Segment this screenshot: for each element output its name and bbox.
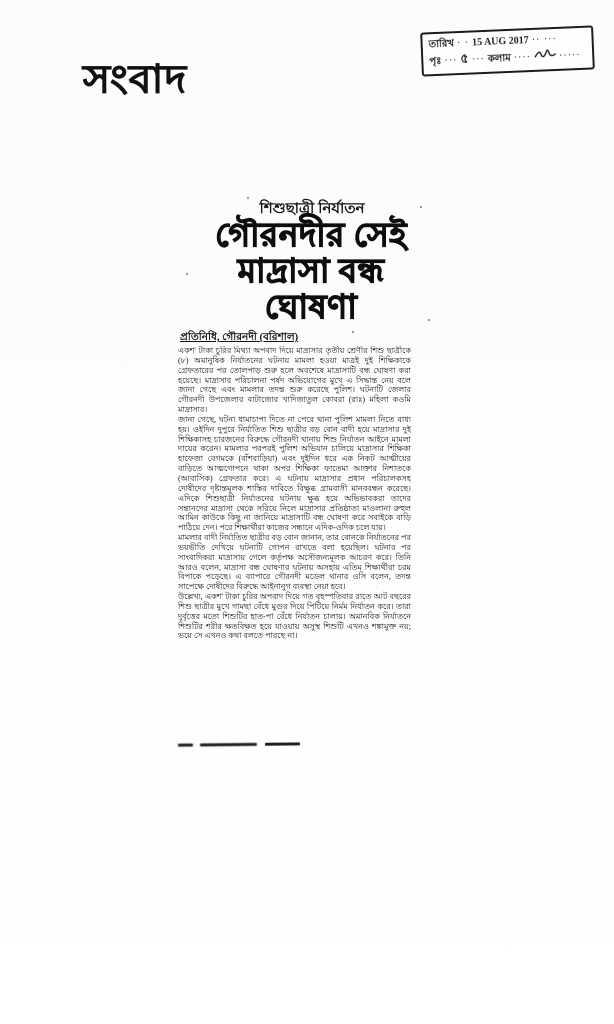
scan-speck — [247, 197, 249, 199]
stamp-date-value: 15 AUG 2017 — [471, 35, 530, 49]
article-byline — [180, 330, 412, 347]
scan-speck — [186, 273, 188, 275]
date-stamp-box — [420, 25, 595, 76]
headline-line-2: মাদ্রাসা বন্ধ — [237, 254, 385, 290]
stamp-page-value-handwritten: ৫ — [459, 50, 470, 67]
scan-speck — [428, 319, 430, 321]
article-end-rule — [178, 742, 308, 749]
article-kicker: শিশুছাত্রী নির্যাতন — [259, 201, 365, 217]
body-paragraph: উল্লেখ্য, একশ' টাকা চুরির অপবাদ দিয়ে গত বৃহস্পতিবার রাতে আট বছরের শিশু ছাত্রীর মুখে গামছা বেঁধে মুগুর দিয়ে পিটিয়ে নির্মম নির্যাতন করে। তারা দুর্বৃত্তের মতো শিশুটির হাত-পা বেঁধে নির্যাতন চালায়। অমানবিক নির্যাতনে শিশুটির শরীর ক্ষতবিক্ষত হয়ে যাওয়ায় অসুস্থ শিশুটি এখনও শঙ্কামুক্ত নয়; ভয়ে সে এখনও কথা বলতে পারছে না। — [178, 592, 411, 641]
dotted-leader: ·· ··· — [531, 33, 558, 46]
end-rule-dash — [178, 744, 193, 747]
article-headline — [180, 218, 442, 326]
publication-masthead: সংবাদ — [83, 57, 187, 102]
stamp-date-label: তারিখ — [428, 38, 455, 51]
body-paragraph: একশ' টাকা চুরির মিথ্যা অপবাদ দিয়ে মাদ্রাসার তৃতীয় শ্রেণীর শিশু ছাত্রীকে (৮) অমানুষিক নির্যাতনের ঘটনায় মামলা হওয়া মাত্রই দুই শিক্ষিকাকে গ্রেফতারের পর তোলপাড় শুরু হলে অবশেষে মাদ্রাসাটি বন্ধ ঘোষণা করা হয়েছে। মাদ্রাসার পরিচালনা পর্ষদ অভিযোগের মুখে এ সিদ্ধান্ত নেয় বলে জানা গেছে এবং মামলার তদন্ত শুরু করেছে পুলিশ। ঘটনাটি জেলার গৌরনদী উপজেলার বাটাজোর খাদিজাতুল কোবরা (রাঃ) মহিলা কওমি মাদ্রাসার। — [178, 346, 411, 415]
article-body-column — [178, 346, 411, 740]
dotted-leader: ··· — [471, 53, 486, 66]
dotted-leader: ····· — [558, 49, 581, 62]
headline-line-3: ঘোষণা — [264, 290, 358, 326]
body-paragraph: জানা গেছে, ঘটনা ধামাচাপা দিতে না পেরে থানা পুলিশ মামলা নিতে বাধ্য হয়। ওইদিন দুপুরে নির্যাতিত শিশু ছাত্রীর বড় বোন বাদী হয়ে মাদ্রাসার দুই শিক্ষিকাসহ চারজনের বিরুদ্ধে গৌরনদী থানায় শিশু নির্যাতন আইনে মামলা দায়ের করেন। মামলার পরপরই পুলিশ অভিযান চালিয়ে মাদ্রাসার শিক্ষিকা হাফেজা বেগমকে (বাঁশবাড়িয়া) এবং দুইদিন ধরে এক নিকট আত্মীয়ের বাড়িতে আত্মগোপনে থাকা অপর শিক্ষিকা ফাতেমা আক্তার নিশাতকে (আবাসিক) গ্রেফতার করে। এ ঘটনায় মাদ্রাসার প্রধান পরিচালকসহ দোষীদের দৃষ্টান্তমূলক শাস্তির দাবিতে বিক্ষুব্ধ গ্রামবাসী মানববন্ধন করেছে। এদিকে শিশুছাত্রী নির্যাতনের ঘটনায় ক্ষুব্ধ হয়ে অভিভাবকরা তাদের সন্তানদের মাদ্রাসা থেকে সরিয়ে নিলে মাদ্রাসার প্রতিষ্ঠাতা মাওলানা রুহুল আমিন কাউকে কিছু না জানিয়ে মাদ্রাসাটি বন্ধ ঘোষণা করে সবাইকে বাড়ি পাঠিয়ে দেন। পরে শিক্ষার্থীরা কাজের সন্ধানে এদিক-ওদিক চলে যায়। — [178, 414, 411, 533]
body-paragraph: মামলার বাদী নির্যাতিত ছাত্রীর বড় বোন জানান, তার বোনকে নির্যাতনের পর ভয়ভীতি দেখিয়ে ঘটনাটি গোপন রাখতে বলা হয়েছিল। ঘটনার পর সাংবাদিকরা মাদ্রাসায় গেলে কর্তৃপক্ষ অসৌজন্যমূলক আচরণ করে। তিনি আরও বলেন, মাদ্রাসা বন্ধ ঘোষণার ঘটনায় অসহায় এতিম শিক্ষার্থীরা চরম বিপাকে পড়েছে। এ ব্যাপারে গৌরনদী মডেল থানার ওসি বলেন, তদন্ত সাপেক্ষে দোষীদের বিরুদ্ধে আইনানুগ ব্যবস্থা নেয়া হবে। — [178, 533, 411, 592]
scan-speck — [420, 206, 422, 208]
end-rule-dash — [265, 742, 300, 745]
stamp-page-label: পৃঃ — [429, 55, 442, 68]
byline-text: প্রতিনিধি, গৌরনদী (বরিশাল) — [180, 332, 299, 343]
dotted-leader: ··· — [444, 55, 458, 67]
dotted-leader: ···· — [513, 52, 532, 64]
column-value-handwritten-scribble — [534, 47, 556, 60]
end-rule-dash — [200, 743, 257, 747]
dotted-leader: · · — [456, 37, 470, 50]
scan-speck — [352, 331, 354, 333]
headline-line-1: গৌরনদীর সেই — [215, 218, 407, 254]
stamp-column-label: কলাম — [487, 52, 512, 65]
